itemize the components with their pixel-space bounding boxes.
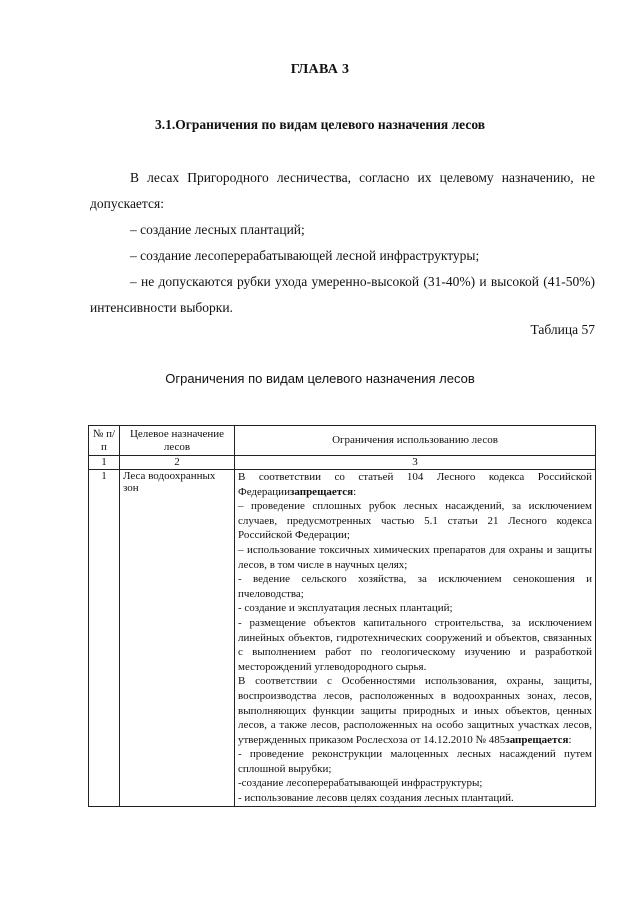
intro-item: – создание лесоперерабатывающей лесной инфраструктуры; [130,248,480,263]
table-header-row [89,426,596,456]
table-row [89,470,596,807]
restriction-colon: : [568,733,572,746]
row-restrictions [235,470,596,807]
restriction-keyword: запрещается [289,485,354,498]
row-purpose: Леса водоохранных зон [120,470,235,807]
restriction-item: - использование лесовв целях создания лесных плантаций. [238,792,514,805]
restriction-intro-2 [238,674,592,747]
restriction-intro-text: В соответствии со статьей 104 Лесного кодекса Российской Федерации [238,471,592,498]
restriction-keyword: запрещается [505,733,569,746]
intro-item: – не допускаются рубки ухода умеренно-высокой (31-40%) и высокой (41-50%) интенсивности выборки. [90,274,595,315]
column-number-row [89,456,596,470]
restriction-colon: : [353,485,357,498]
restriction-item: – использование токсичных химических препаратов для охраны и защиты лесов, в том числе в научных целях; [238,543,592,571]
intro-item: – создание лесных плантаций; [130,222,305,237]
header-restrictions: Ограничения использованию лесов [235,426,596,456]
table-title: Ограничения по видам целевого назначения лесов [165,371,475,386]
column-number: 1 [89,456,120,470]
intro-text [90,165,595,321]
restriction-intro-text: В соответствии с Особенностями использования, охраны, защиты, воспроизводства лесов, расположенных в водоохранных зонах, лесов, выполняющих функции защиты природных и иных объектов, ценных лесов, а также лесов, расположенных на особо защитных участках лесов, утвержденных приказом Рослесхоза от 14.12.2010 № 485 [238,675,592,746]
intro-paragraph: В лесах Пригородного лесничества, согласно их целевому назначению, не допускается: [90,170,595,211]
column-number: 2 [120,456,235,470]
restriction-item: - создание и эксплуатация лесных плантаций; [238,602,453,615]
restrictions-table [88,425,596,807]
restriction-intro-1 [238,470,592,499]
table-number: Таблица 57 [530,322,595,337]
header-purpose: Целевое назначение лесов [120,426,235,456]
restriction-item: -создание лесоперерабатывающей инфраструктуры; [238,777,483,790]
chapter-title: ГЛАВА 3 [290,62,350,77]
row-number: 1 [89,470,120,807]
restriction-item: - размещение объектов капитального строительства, за исключением линейных объектов, гидротехнических сооружений и объектов, связанных с выполнением работ по геологическому изучению и разработкой месторождений углеводородного сырья. [238,616,592,673]
header-number: № п/п [89,426,120,456]
restriction-item: – проведение сплошных рубок лесных насаждений, за исключением случаев, предусмотренных частью 5.1 статьи 21 Лесного кодекса Российской Федерации; [238,500,592,542]
restriction-item: - ведение сельского хозяйства, за исключением сенокошения и пчеловодства; [238,573,592,600]
column-number: 3 [235,456,596,470]
restriction-item: - проведение реконструкции малоценных лесных насаждений путем сплошной вырубки; [238,748,592,775]
section-title: 3.1.Ограничения по видам целевого назначения лесов [154,117,486,132]
